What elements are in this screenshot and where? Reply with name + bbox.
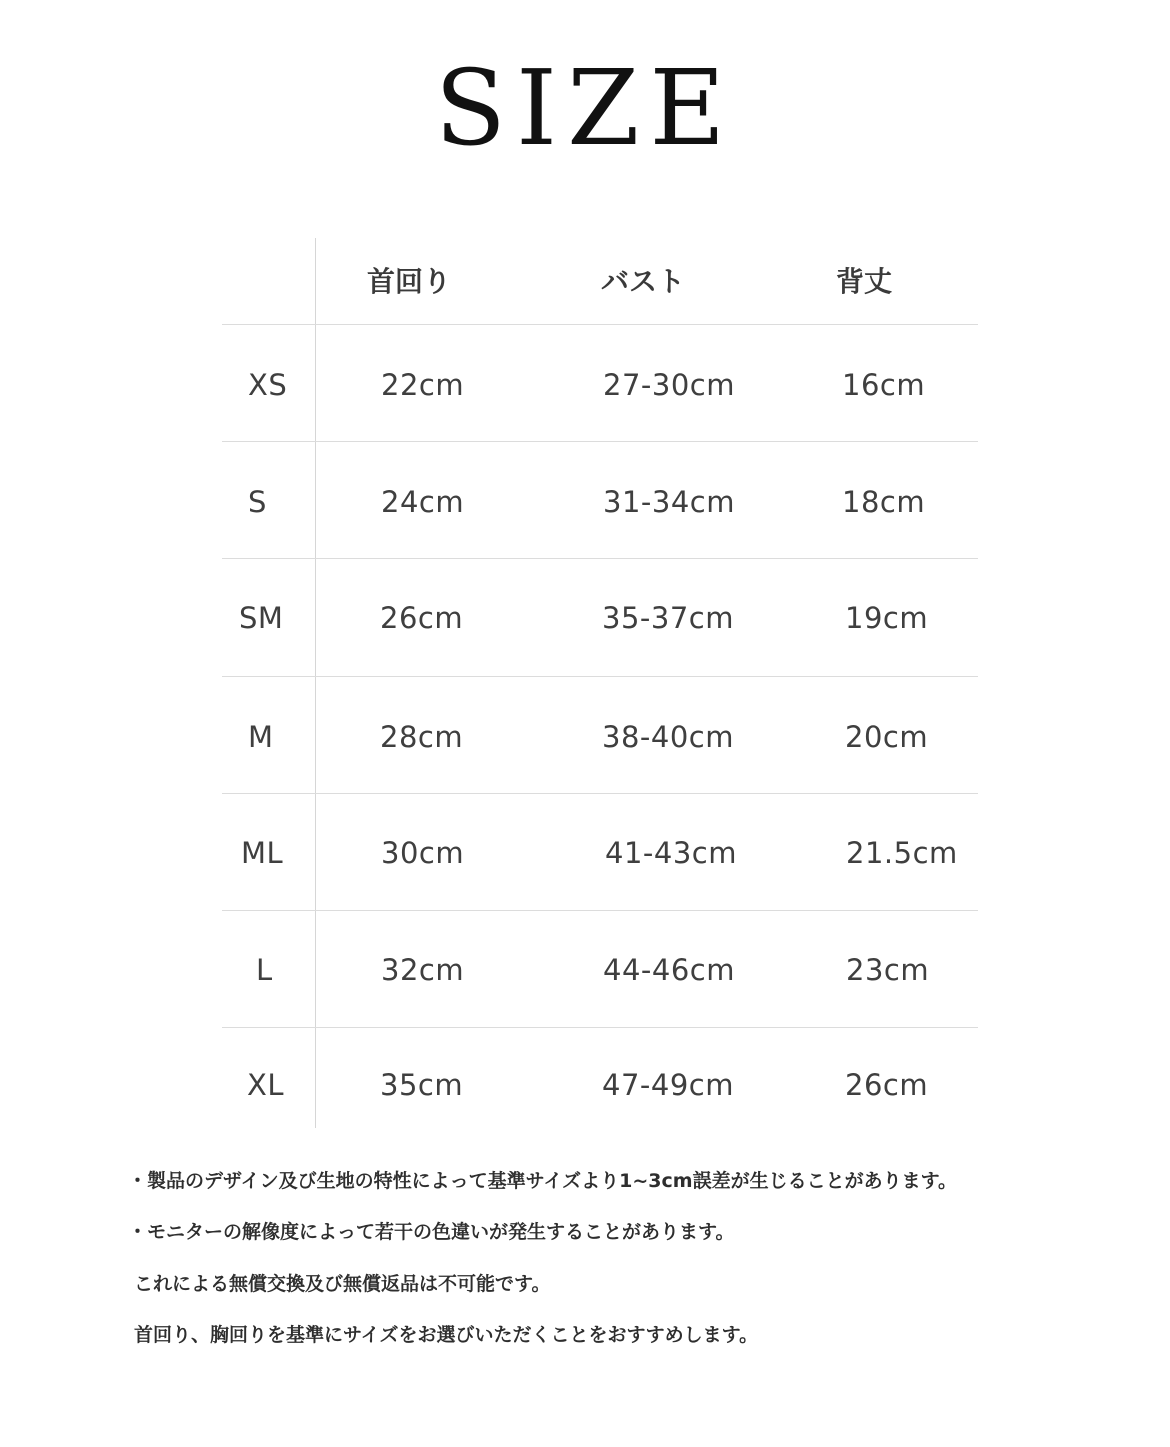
- length-value: 20cm: [845, 720, 929, 754]
- neck-value: 35cm: [380, 1068, 464, 1102]
- note-text: 首回り、胸回りを基準にサイズをお選びいただくことをおすすめします。: [134, 1324, 759, 1346]
- size-table: [222, 238, 978, 1128]
- header-bust: バスト: [601, 265, 686, 298]
- bust-value: 38-40cm: [602, 720, 734, 754]
- length-value: 19cm: [845, 601, 929, 635]
- bust-value: 44-46cm: [603, 953, 735, 987]
- header-length: 背丈: [836, 265, 893, 298]
- note-text: ・モニターの解像度によって若干の色違いが発生することがあります。: [128, 1221, 735, 1243]
- page-title: SIZE: [434, 47, 736, 169]
- size-label: XL: [247, 1068, 285, 1102]
- neck-value: 30cm: [381, 836, 465, 870]
- row-divider: [222, 910, 978, 911]
- size-label: S: [248, 485, 267, 519]
- row-divider: [222, 793, 978, 794]
- bust-value: 35-37cm: [602, 601, 734, 635]
- row-divider: [222, 324, 978, 325]
- length-value: 16cm: [842, 368, 926, 402]
- size-label: XS: [248, 368, 288, 402]
- bust-value: 27-30cm: [603, 368, 735, 402]
- size-label: L: [256, 953, 273, 987]
- bust-value: 31-34cm: [603, 485, 735, 519]
- row-divider: [222, 676, 978, 677]
- neck-value: 22cm: [381, 368, 465, 402]
- neck-value: 32cm: [381, 953, 465, 987]
- size-label: M: [248, 720, 274, 754]
- neck-value: 26cm: [380, 601, 464, 635]
- note-text: ・製品のデザイン及び生地の特性によって基準サイズより1~3cm誤差が生じることがあります。: [128, 1170, 958, 1192]
- length-value: 21.5cm: [846, 836, 958, 870]
- length-value: 18cm: [842, 485, 926, 519]
- size-label: SM: [239, 601, 284, 635]
- length-value: 23cm: [846, 953, 930, 987]
- length-value: 26cm: [845, 1068, 929, 1102]
- size-label: ML: [241, 836, 284, 870]
- row-divider: [222, 441, 978, 442]
- header-neck: 首回り: [367, 265, 452, 298]
- bust-value: 41-43cm: [605, 836, 737, 870]
- column-divider: [315, 238, 316, 1128]
- row-divider: [222, 1027, 978, 1028]
- bust-value: 47-49cm: [602, 1068, 734, 1102]
- row-divider: [222, 558, 978, 559]
- neck-value: 28cm: [380, 720, 464, 754]
- note-text: これによる無償交換及び無償返品は不可能です。: [134, 1273, 551, 1295]
- neck-value: 24cm: [381, 485, 465, 519]
